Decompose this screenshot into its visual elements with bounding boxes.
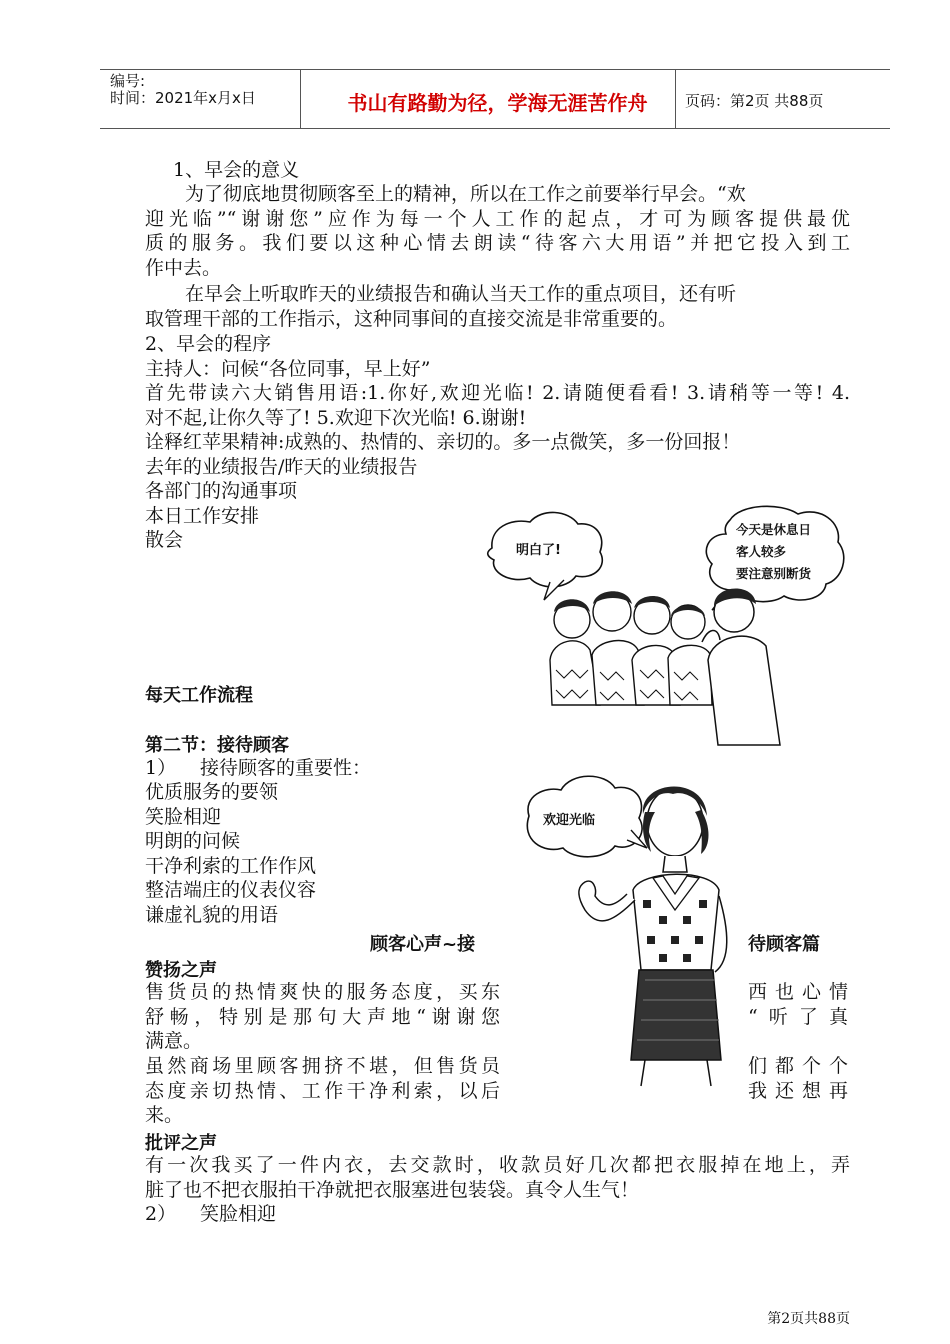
voice-title-left: 顾客心声~接 bbox=[370, 934, 476, 955]
paragraph-line: 迎光临”“谢谢您”应作为每一个人工作的起点，才可为顾客提供最优 bbox=[145, 207, 850, 230]
procedure-line: 主持人：问候“各位同事，早上好” bbox=[145, 357, 431, 380]
morning-meeting-illustration bbox=[480, 500, 850, 755]
praise2-left-block bbox=[145, 1054, 500, 1128]
praise-line: 来。 bbox=[145, 1104, 184, 1126]
list-item: 干净利索的工作作风 bbox=[145, 854, 317, 877]
paragraph-line: 为了彻底地贯彻顾客至上的精神，所以在工作之前要举行早会。“欢 bbox=[185, 183, 746, 205]
praise-line: 虽然商场里顾客拥挤不堪，但售货员 bbox=[145, 1055, 500, 1077]
criticism-heading: 批评之声 bbox=[145, 1133, 217, 1154]
praise-line: 我还想再 bbox=[748, 1079, 848, 1102]
procedure-line: 首先带读六大销售用语:1.你好,欢迎光临! 2.请随便看看! 3.请稍等一等! 4. bbox=[145, 382, 850, 404]
praise-line: 态度亲切热情、工作干净利索，以后 bbox=[145, 1079, 500, 1102]
header-motto: 书山有路勤为径，学海无涯苦作舟 bbox=[347, 91, 648, 115]
praise2-right-block bbox=[748, 1054, 848, 1103]
header-number-label: 编号: bbox=[110, 72, 146, 90]
service-list bbox=[145, 780, 316, 927]
header-bottom-rule bbox=[100, 128, 890, 129]
daily-flow-heading: 每天工作流程 bbox=[145, 685, 253, 706]
paragraph-line: 取管理干部的工作指示，这种同事间的直接交流是非常重要的。 bbox=[145, 307, 678, 330]
bubble-right-line: 要注意别断货 bbox=[736, 566, 812, 581]
praise-heading: 赞扬之声 bbox=[145, 960, 217, 981]
header-divider bbox=[300, 69, 301, 128]
list-item: 谦虚礼貌的用语 bbox=[145, 903, 279, 926]
section1-paragraph1 bbox=[145, 182, 850, 280]
criticism-line: 脏了也不把衣服拍干净就把衣服塞进包装袋。真令人生气！ bbox=[145, 1178, 640, 1201]
reception-heading: 第二节：接待顾客 bbox=[145, 735, 289, 756]
praise-left-block bbox=[145, 980, 500, 1054]
header-time-label: 时间：2021年x月x日 bbox=[110, 89, 256, 107]
procedure-line: 本日工作安排 bbox=[145, 504, 260, 527]
procedure-line: 去年的业绩报告/昨天的业绩报告 bbox=[145, 455, 418, 478]
paragraph-line: 质的服务。我们要以这种心情去朗读“待客六大用语”并把它投入到工 bbox=[145, 232, 850, 254]
item2-text: 笑脸相迎 bbox=[200, 1203, 277, 1225]
praise-line: “听了真 bbox=[748, 1005, 848, 1028]
voice-title-right: 待顾客篇 bbox=[748, 934, 820, 955]
section2-title: 2、早会的程序 bbox=[145, 333, 272, 355]
section1-paragraph2 bbox=[145, 282, 736, 331]
list-item: 优质服务的要领 bbox=[145, 781, 279, 803]
procedure-line: 散会 bbox=[145, 529, 184, 551]
procedure-line: 各部门的沟通事项 bbox=[145, 480, 298, 502]
header-top-rule bbox=[100, 69, 890, 70]
paragraph-line: 在早会上听取昨天的业绩报告和确认当天工作的重点项目，还有听 bbox=[185, 283, 737, 305]
paragraph-line: 作中去。 bbox=[145, 256, 222, 279]
list-item: 笑脸相迎 bbox=[145, 805, 222, 828]
praise-line: 满意。 bbox=[145, 1030, 203, 1052]
criticism-block bbox=[145, 1153, 850, 1202]
criticism-line: 有一次我买了一件内衣，去交款时，收款员好几次都把衣服掉在地上，弄 bbox=[145, 1154, 850, 1176]
section1-title: 1、早会的意义 bbox=[173, 159, 300, 181]
praise-line: 们都个个 bbox=[748, 1055, 848, 1077]
bubble-understood-text: 明白了! bbox=[516, 543, 561, 558]
praise-line: 西也心情 bbox=[748, 981, 848, 1003]
page-footer: 第2页共88页 bbox=[767, 1311, 850, 1327]
bubble-right-line: 今天是休息日 bbox=[736, 522, 812, 537]
item1-text: 接待顾客的重要性： bbox=[200, 757, 372, 779]
procedure-line: 诠释红苹果精神:成熟的、热情的、亲切的。多一点微笑，多一份回报！ bbox=[145, 431, 741, 453]
praise-line: 舒畅，特别是那句大声地“谢谢您 bbox=[145, 1005, 500, 1028]
procedure-line: 对不起,让你久等了! 5.欢迎下次光临! 6.谢谢! bbox=[145, 406, 527, 429]
bubble-welcome-text: 欢迎光临 bbox=[543, 813, 596, 828]
bubble-right-line: 客人较多 bbox=[736, 544, 787, 559]
item1-number: 1） bbox=[145, 757, 177, 779]
list-item: 整洁端庄的仪表仪容 bbox=[145, 879, 317, 901]
header-page-label: 页码：第2页 共88页 bbox=[685, 92, 824, 110]
praise-right-block bbox=[748, 980, 848, 1029]
list-item: 明朗的问候 bbox=[145, 830, 241, 852]
saleswoman-illustration bbox=[515, 760, 745, 1090]
praise-line: 售货员的热情爽快的服务态度，买东 bbox=[145, 981, 500, 1003]
item2-number: 2） bbox=[145, 1203, 177, 1225]
